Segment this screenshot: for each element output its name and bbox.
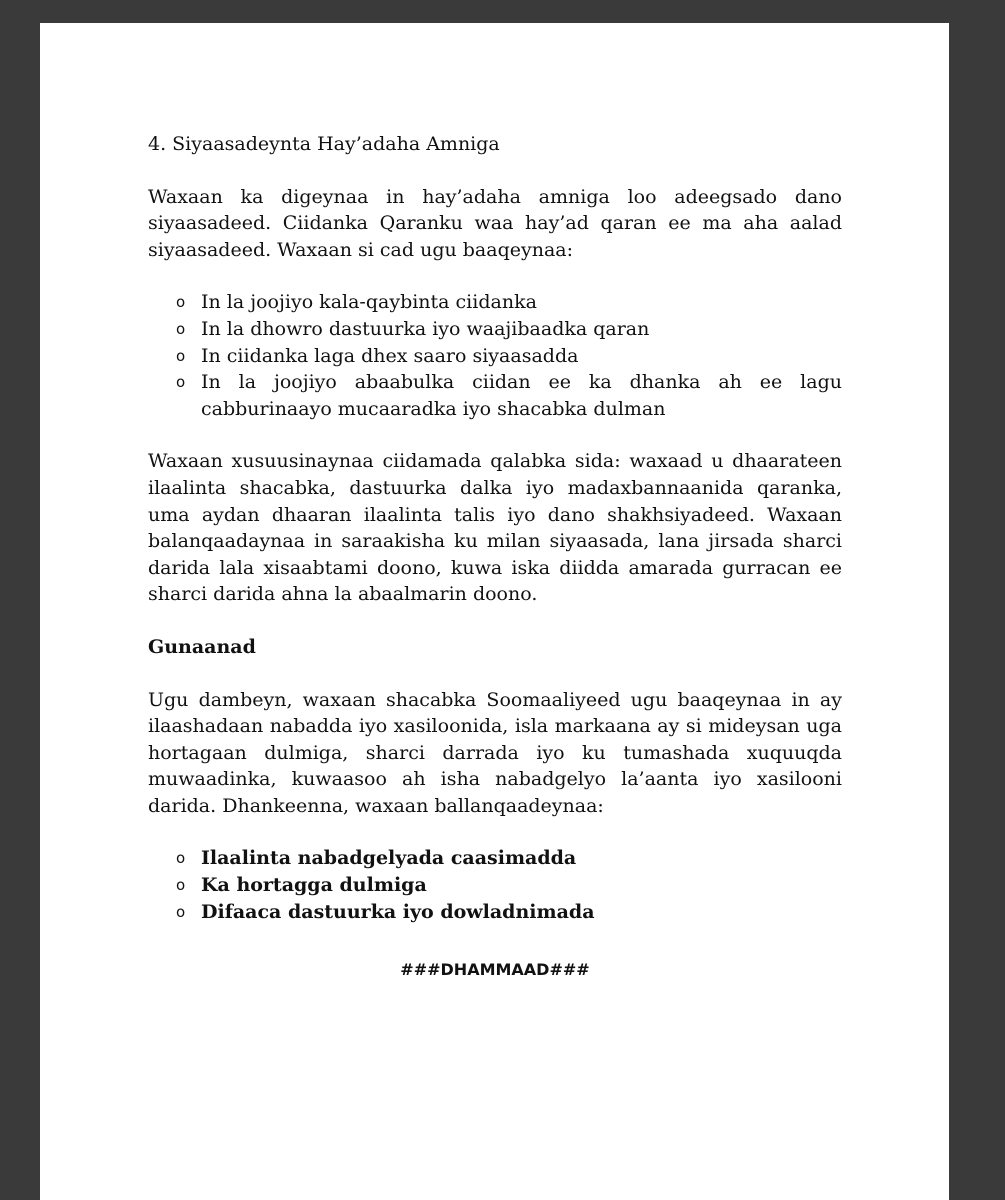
section-heading: 4. Siyaasadeynta Hay’adaha Amniga <box>148 133 500 155</box>
list-item-text: In la joojiyo kala-qaybinta ciidanka <box>201 291 537 314</box>
document-page <box>40 23 949 1200</box>
bullet-circle-icon: o <box>176 373 186 392</box>
bullet-circle-icon: o <box>176 346 186 365</box>
end-mark: ###DHAMMAAD### <box>400 960 590 980</box>
commitments-list <box>148 845 842 925</box>
list-item <box>148 316 842 343</box>
list-item-text: In ciidanka laga dhex saaro siyaasadda <box>201 344 579 367</box>
section-closing-paragraph: Waxaan xusuusinaynaa ciidamada qalabka sida: waxaad u dhaarateen ilaalinta shacabka, dastuurka dalka iyo madaxbannaanida qaranka, uma aydan dhaaran ilaalinta talis iyo dano shakhsiyadeed. Waxaan balanqaadaynaa in saraakisha ku milan siyaasada, lana jirsada sharci darida lala xisaabtami doono, kuwa iska diidda amarada gurracan ee sharci darida ahna la abaalmarin doono. <box>148 450 842 606</box>
list-item <box>148 899 842 926</box>
conclusion-heading: Gunaanad <box>148 635 256 658</box>
list-item-text: In la joojiyo abaabulka ciidan ee ka dhanka ah ee lagu cabburinaayo mucaaradka iyo shacabka dulman <box>201 371 842 420</box>
section-intro-paragraph: Waxaan ka digeynaa in hay’adaha amniga loo adeegsado dano siyaasadeed. Ciidanka Qaranku waa hay’ad qaran ee ma aha aalad siyaasadeed. Waxaan si cad ugu baaqeynaa: <box>148 185 842 261</box>
list-item <box>148 845 842 872</box>
list-item-text: In la dhowro dastuurka iyo waajibaadka qaran <box>201 317 650 340</box>
list-item-text: Ilaalinta nabadgelyada caasimadda <box>201 847 577 870</box>
list-item <box>148 872 842 899</box>
bullet-circle-icon: o <box>176 319 186 338</box>
demands-list <box>148 289 842 422</box>
list-item <box>148 369 842 422</box>
list-item <box>148 343 842 370</box>
bullet-circle-icon: o <box>176 902 186 921</box>
document-content <box>148 131 842 984</box>
list-item <box>148 289 842 316</box>
conclusion-paragraph: Ugu dambeyn, waxaan shacabka Soomaaliyeed ugu baaqeynaa in ay ilaashadaan nabadda iyo xasiloonida, isla markaana ay si mideysan uga hortagaan dulmiga, sharci darrada iyo ku tumashada xuquuqda muwaadinka, kuwaasoo ah isha nabadgelyo la’aanta iyo xasilooni darida. Dhankeenna, waxaan ballanqaadeynaa: <box>148 688 842 817</box>
list-item-text: Difaaca dastuurka iyo dowladnimada <box>201 900 595 923</box>
bullet-circle-icon: o <box>176 293 186 312</box>
bullet-circle-icon: o <box>176 849 186 868</box>
bullet-circle-icon: o <box>176 876 186 895</box>
list-item-text: Ka hortagga dulmiga <box>201 874 427 897</box>
